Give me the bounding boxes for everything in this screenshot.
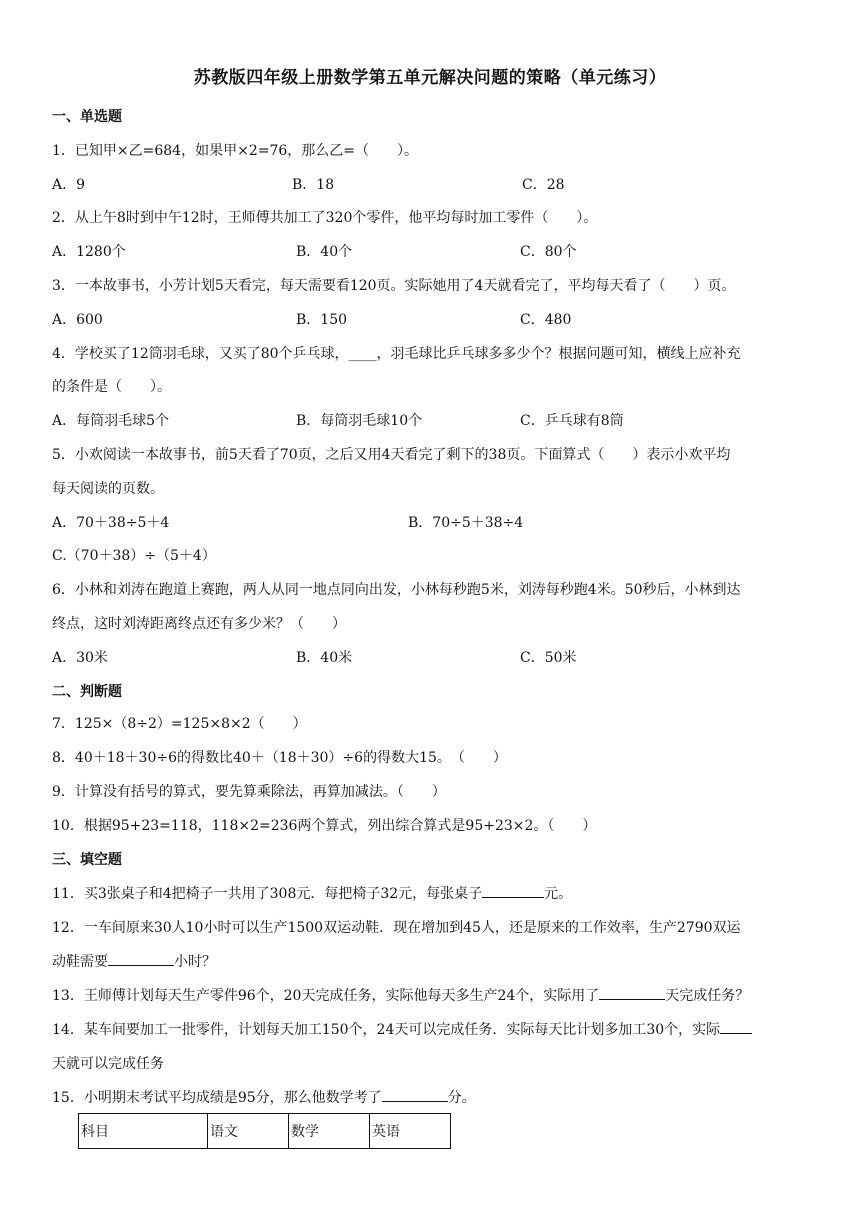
question-5-line-2: 每天阅读的页数。 bbox=[52, 481, 164, 497]
q6-option-c[interactable]: C．50米 bbox=[520, 650, 577, 666]
table-cell-math: 数学 bbox=[289, 1114, 370, 1149]
table-cell-chinese: 语文 bbox=[208, 1114, 289, 1149]
answer-blank[interactable] bbox=[108, 951, 174, 966]
q3-option-c[interactable]: C．480 bbox=[520, 312, 572, 328]
section-heading-true-false: 二、判断题 bbox=[52, 684, 122, 700]
question-11-text: 11．买3张桌子和4把椅子一共用了308元．每把椅子32元，每张桌子 bbox=[52, 886, 483, 902]
question-13-text: 13．王师傅计划每天生产零件96个，20天完成任务，实际他每天多生产24个，实际用了 bbox=[52, 988, 600, 1004]
question-2: 2．从上午8时到中午12时，王师傅共加工了320个零件，他平均每时加工零件（ ）。 bbox=[52, 210, 598, 226]
score-table bbox=[78, 1113, 451, 1149]
question-5-line-1: 5．小欢阅读一本故事书，前5天看了70页，之后又用4天看完了剩下的38页。下面算式（ ）表示小欢平均 bbox=[52, 447, 731, 463]
q1-option-a[interactable]: A．9 bbox=[52, 177, 86, 193]
answer-blank[interactable] bbox=[720, 1019, 752, 1034]
q4-option-c[interactable]: C．乒乓球有8筒 bbox=[520, 413, 624, 429]
q1-option-c[interactable]: C．28 bbox=[522, 177, 565, 193]
q4-option-b[interactable]: B．每筒羽毛球10个 bbox=[296, 413, 423, 429]
question-11 bbox=[52, 883, 572, 903]
question-14-line-1 bbox=[52, 1019, 752, 1039]
q4-option-a[interactable]: A．每筒羽毛球5个 bbox=[52, 413, 170, 429]
answer-blank[interactable] bbox=[482, 883, 544, 898]
q6-option-b[interactable]: B．40米 bbox=[296, 650, 353, 666]
question-12-tail: 小时？ bbox=[174, 954, 216, 970]
q3-option-b[interactable]: B．150 bbox=[296, 312, 348, 328]
question-15-tail: 分。 bbox=[447, 1090, 476, 1106]
question-14-line-2: 天就可以完成任务 bbox=[52, 1056, 164, 1072]
question-12-line-1: 12．一车间原来30人10小时可以生产1500双运动鞋．现在增加到45人，还是原来的工作效率，生产2790双运 bbox=[52, 920, 741, 936]
question-14-text: 14．某车间要加工一批零件，计划每天加工150个，24天可以完成任务．实际每天比计划多加工30个，实际 bbox=[52, 1022, 721, 1038]
q5-option-a[interactable]: A．70＋38÷5＋4 bbox=[52, 515, 170, 531]
q3-option-a[interactable]: A．600 bbox=[52, 312, 103, 328]
question-10: 10．根据95+23=118，118×2=236两个算式，列出综合算式是95+23×2。（ ） bbox=[52, 818, 597, 834]
question-12-text: 动鞋需要 bbox=[52, 954, 108, 970]
section-heading-single-choice: 一、单选题 bbox=[52, 109, 122, 125]
q5-option-c[interactable]: C.（70＋38）÷（5＋4） bbox=[52, 548, 216, 564]
section-heading-fill-in: 三、填空题 bbox=[52, 852, 122, 868]
question-13-tail: 天完成任务？ bbox=[665, 988, 750, 1004]
question-7: 7．125×（8÷2）=125×8×2（ ） bbox=[52, 716, 307, 732]
question-6-line-2: 终点，这时刘涛距离终点还有多少米？（ ） bbox=[52, 616, 346, 632]
table-cell-subject: 科目 bbox=[79, 1114, 208, 1149]
q2-option-b[interactable]: B．40个 bbox=[296, 244, 353, 260]
question-8: 8．40＋18＋30÷6的得数比40＋（18＋30）÷6的得数大15。 （ ） bbox=[52, 750, 507, 766]
question-1: 1．已知甲×乙=684，如果甲×2=76，那么乙=（ ）。 bbox=[52, 143, 419, 159]
question-6-line-1: 6．小林和刘涛在跑道上赛跑，两人从同一地点同向出发，小林每秒跑5米，刘涛每秒跑4米。50秒后，小林到达 bbox=[52, 582, 741, 598]
question-3: 3．一本故事书，小芳计划5天看完，每天需要看120页。实际她用了4天就看完了，平均每天看了（ ）页。 bbox=[52, 278, 736, 294]
question-4-line-2: 的条件是（ ）。 bbox=[52, 379, 171, 395]
answer-blank[interactable] bbox=[599, 985, 665, 1000]
table-cell-english: 英语 bbox=[370, 1114, 451, 1149]
question-13 bbox=[52, 985, 749, 1005]
q2-option-a[interactable]: A．1280个 bbox=[52, 244, 126, 260]
question-9: 9．计算没有括号的算式，要先算乘除法，再算加减法。（ ） bbox=[52, 784, 446, 800]
question-15-text: 15．小明期末考试平均成绩是95分，那么他数学考了 bbox=[52, 1090, 382, 1106]
q1-option-b[interactable]: B．18 bbox=[292, 177, 335, 193]
q5-option-b[interactable]: B．70÷5＋38÷4 bbox=[408, 515, 524, 531]
answer-blank[interactable] bbox=[382, 1087, 448, 1102]
q6-option-a[interactable]: A．30米 bbox=[52, 650, 108, 666]
question-4-line-1: 4．学校买了12筒羽毛球，又买了80个乒乓球，____，羽毛球比乒乓球多多少个？根据问题可知，横线上应补充 bbox=[52, 346, 741, 362]
question-15 bbox=[52, 1087, 476, 1107]
table-row bbox=[79, 1114, 451, 1149]
q2-option-c[interactable]: C．80个 bbox=[520, 244, 577, 260]
page-title: 苏教版四年级上册数学第五单元解决问题的策略（单元练习） bbox=[193, 68, 667, 88]
question-12-line-2 bbox=[52, 951, 216, 971]
question-11-tail: 元。 bbox=[544, 886, 573, 902]
